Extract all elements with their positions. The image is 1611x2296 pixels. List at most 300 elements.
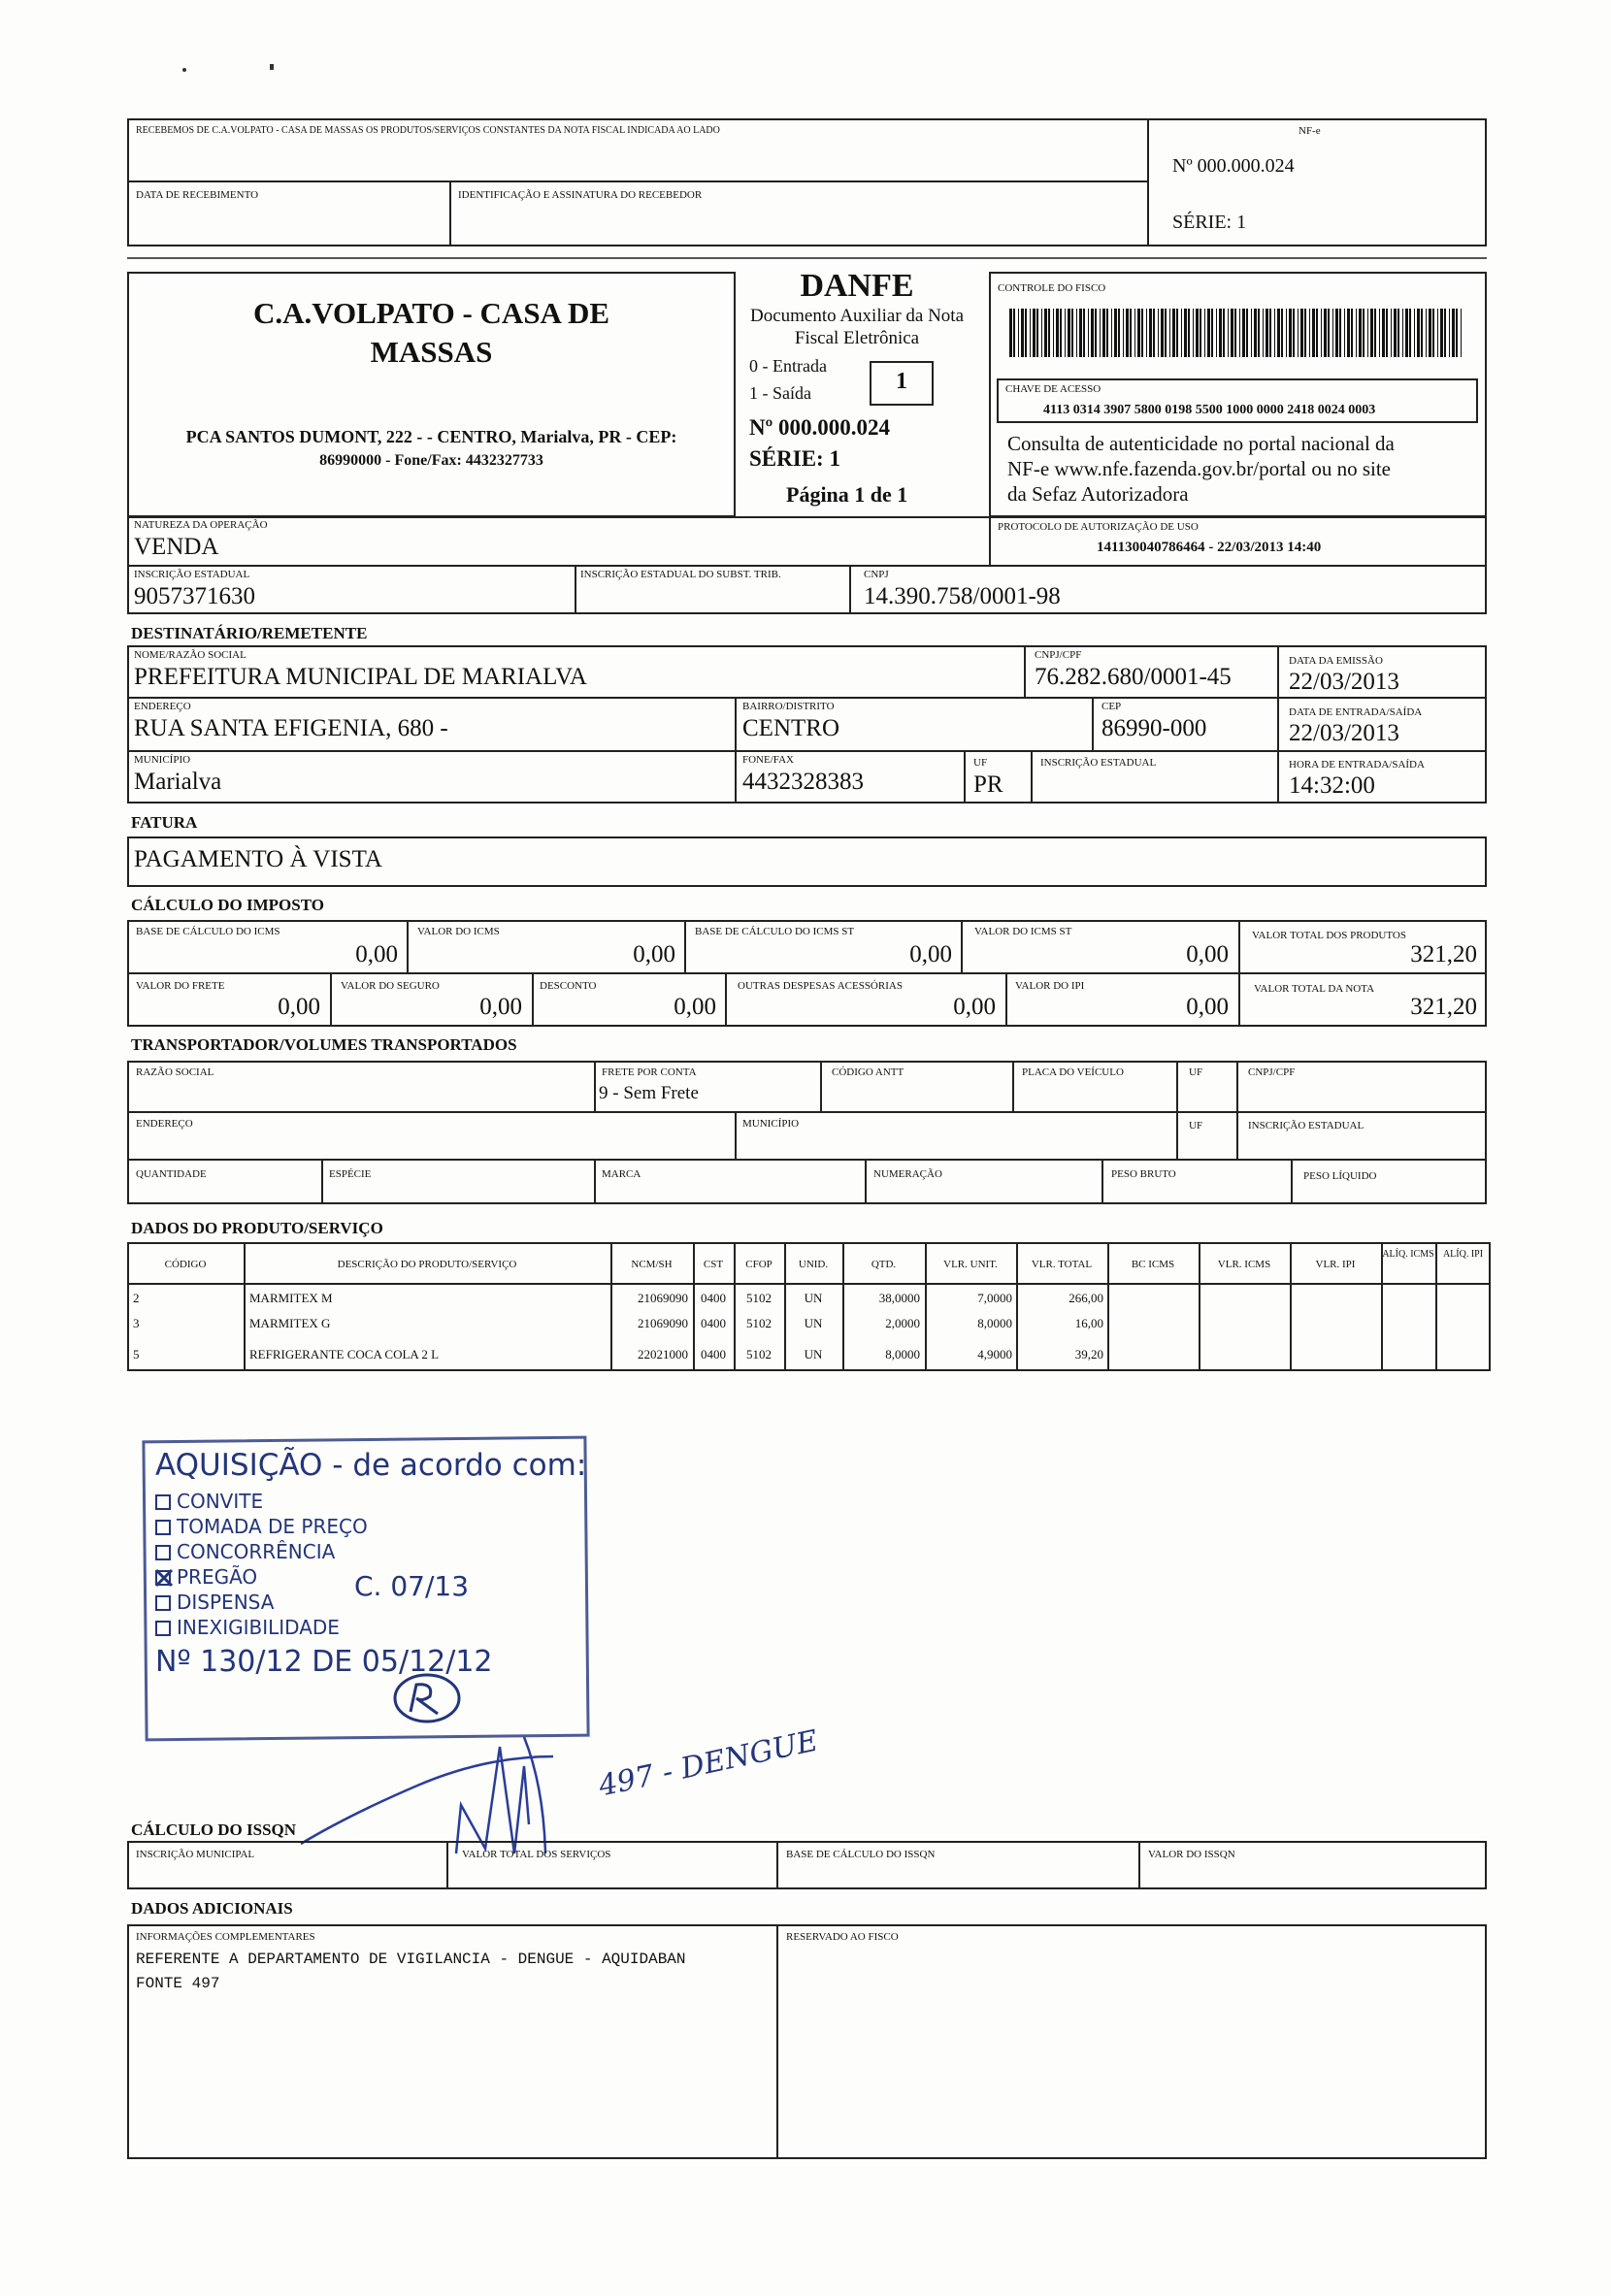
barcode-bar xyxy=(1141,309,1143,357)
barcode-bar xyxy=(1367,309,1368,357)
barcode-bar xyxy=(1258,309,1260,357)
divider xyxy=(820,1061,822,1111)
barcode-bar xyxy=(1461,309,1462,357)
barcode-bar xyxy=(1304,309,1306,357)
barcode-bar xyxy=(1114,309,1117,357)
barcode-bar xyxy=(1402,309,1403,357)
barcode-bar xyxy=(1289,309,1292,357)
table-row-ncm: 21069090 xyxy=(638,1316,688,1330)
total-prod-label: VALOR TOTAL DOS PRODUTOS xyxy=(1252,930,1406,941)
data-recebimento-label: DATA DE RECEBIMENTO xyxy=(136,189,259,201)
barcode-bar xyxy=(1149,309,1152,357)
barcode-bar xyxy=(1316,309,1318,357)
barcode-bar xyxy=(1332,309,1333,357)
bc-icms-label: BASE DE CÁLCULO DO ICMS xyxy=(136,926,280,937)
adicionais-title: DADOS ADICIONAIS xyxy=(131,1899,293,1918)
danfe-entrada: 0 - Entrada xyxy=(749,356,827,376)
dest-emissao-label: DATA DA EMISSÃO xyxy=(1289,655,1383,667)
barcode-bar xyxy=(1324,309,1327,357)
th-codigo: CÓDIGO xyxy=(164,1259,207,1270)
table-row-vlr-unit: 7,0000 xyxy=(977,1291,1012,1305)
divider xyxy=(127,750,1487,752)
barcode-bar xyxy=(1137,309,1140,357)
separator-line xyxy=(127,257,1487,259)
barcode-bar xyxy=(1397,309,1399,357)
stamp-dispensa-label: DISPENSA xyxy=(177,1591,275,1614)
danfe-sub-2: Fiscal Eletrônica xyxy=(794,328,920,348)
barcode-bar xyxy=(1056,309,1059,357)
transporte-title: TRANSPORTADOR/VOLUMES TRANSPORTADOS xyxy=(131,1035,517,1054)
barcode-bar xyxy=(1044,309,1047,357)
divider xyxy=(776,1924,778,2159)
barcode-bar xyxy=(1246,309,1248,357)
dest-endereco: RUA SANTA EFIGENIA, 680 - xyxy=(134,715,448,741)
barcode-bar xyxy=(1274,309,1275,357)
barcode-bar xyxy=(1091,309,1094,357)
table-column-divider xyxy=(1435,1242,1437,1371)
th-vlr-total: VLR. TOTAL xyxy=(1031,1259,1093,1270)
barcode-bar xyxy=(1409,309,1411,357)
barcode-bar xyxy=(1106,309,1108,357)
barcode-bar xyxy=(1437,309,1438,357)
divider xyxy=(449,180,451,246)
barcode-bar xyxy=(1102,309,1105,357)
transp-qtd-label: QUANTIDADE xyxy=(136,1168,207,1180)
barcode-bar xyxy=(1088,309,1089,357)
danfe-title: DANFE xyxy=(800,268,914,304)
dest-municipio: Marialva xyxy=(134,769,222,795)
barcode-bar xyxy=(1193,309,1194,357)
barcode-bar xyxy=(1426,309,1427,357)
barcode-bar xyxy=(1123,309,1124,357)
th-bc-icms: BC ICMS xyxy=(1131,1259,1175,1270)
emitente-endereco-2: 86990000 - Fone/Fax: 4432327733 xyxy=(319,452,543,469)
divider xyxy=(961,920,963,972)
canhoto-serie: SÉRIE: 1 xyxy=(1172,212,1247,233)
table-row-vlr-total: 266,00 xyxy=(1069,1291,1103,1305)
divider xyxy=(1176,1061,1178,1159)
dest-cep: 86990-000 xyxy=(1101,715,1207,741)
transp-peso-liquido-label: PESO LÍQUIDO xyxy=(1303,1170,1377,1182)
danfe-serie: SÉRIE: 1 xyxy=(749,446,840,471)
barcode-bar xyxy=(1263,309,1264,357)
table-row-codigo: 2 xyxy=(133,1291,140,1305)
barcode-bar xyxy=(1188,309,1190,357)
barcode-bar xyxy=(1312,309,1315,357)
issqn-vt-label: VALOR TOTAL DOS SERVIÇOS xyxy=(462,1849,611,1860)
transp-cnpj-label: CNPJ/CPF xyxy=(1248,1066,1296,1078)
issqn-v-label: VALOR DO ISSQN xyxy=(1148,1849,1235,1860)
dest-hora: 14:32:00 xyxy=(1289,772,1375,799)
table-row-ncm: 21069090 xyxy=(638,1291,688,1305)
rubrica-text: 497 - DENGUE xyxy=(595,1723,821,1804)
transp-ie-label: INSCRIÇÃO ESTADUAL xyxy=(1248,1120,1364,1132)
barcode-bar xyxy=(1335,309,1338,357)
divider xyxy=(1277,645,1279,804)
th-vlr-icms: VLR. ICMS xyxy=(1217,1259,1271,1270)
barcode-bar xyxy=(1036,309,1038,357)
barcode-bar xyxy=(1359,309,1362,357)
barcode-bar xyxy=(1417,309,1420,357)
stamp-c-num: C. 07/13 xyxy=(354,1570,470,1602)
th-aliq-icms: ALÍQ. ICMS xyxy=(1382,1249,1434,1260)
th-ncm: NCM/SH xyxy=(631,1259,673,1270)
divider xyxy=(849,565,851,614)
transp-uf2-label: UF xyxy=(1189,1120,1203,1132)
dest-bairro-label: BAIRRO/DISTRITO xyxy=(742,701,835,712)
stamp-dispensa xyxy=(155,1591,274,1614)
barcode-bar xyxy=(1053,309,1054,357)
transp-numeracao-label: NUMERAÇÃO xyxy=(873,1168,942,1180)
barcode-bar xyxy=(1351,309,1353,357)
table-row-qtd: 38,0000 xyxy=(878,1291,920,1305)
barcode-bar xyxy=(1269,309,1271,357)
barcode-bar xyxy=(1204,309,1205,357)
barcode-bar xyxy=(1363,309,1364,357)
info-label: INFORMAÇÕES COMPLEMENTARES xyxy=(136,1931,315,1943)
divider xyxy=(127,1159,1487,1161)
table-row-vlr-unit: 8,0000 xyxy=(977,1316,1012,1330)
ipi: 0,00 xyxy=(1186,994,1229,1020)
divider xyxy=(532,972,534,1027)
ie-valor: 9057371630 xyxy=(134,583,255,609)
desconto: 0,00 xyxy=(674,994,716,1020)
barcode-bar xyxy=(1219,309,1222,357)
barcode-bar xyxy=(1347,309,1350,357)
table-row-descricao: MARMITEX M xyxy=(249,1291,333,1305)
th-vlr-ipi: VLR. IPI xyxy=(1315,1259,1356,1270)
table-row-unid: UN xyxy=(804,1347,823,1361)
barcode-bar xyxy=(1223,309,1225,357)
table-row-ncm: 22021000 xyxy=(638,1347,688,1361)
barcode-bar xyxy=(1281,309,1283,357)
bc-st-label: BASE DE CÁLCULO DO ICMS ST xyxy=(695,926,855,937)
barcode-bar xyxy=(1242,309,1245,357)
transp-peso-bruto-label: PESO BRUTO xyxy=(1111,1168,1176,1180)
stamp-tomada xyxy=(155,1515,368,1538)
barcode-bar xyxy=(1079,309,1082,357)
th-aliq-ipi: ALÍQ. IPI xyxy=(1442,1249,1484,1260)
st: 0,00 xyxy=(1186,941,1229,968)
frete-label: VALOR DO FRETE xyxy=(136,980,225,992)
barcode-bar xyxy=(1118,309,1120,357)
canhoto-numero: Nº 000.000.024 xyxy=(1172,155,1295,177)
barcode-bar xyxy=(1298,309,1299,357)
danfe-sub-1: Documento Auxiliar da Nota xyxy=(749,306,965,326)
seguro: 0,00 xyxy=(479,994,522,1020)
total-nota: 321,20 xyxy=(1410,994,1477,1020)
ie-st-label: INSCRIÇÃO ESTADUAL DO SUBST. TRIB. xyxy=(580,569,781,580)
barcode-bar xyxy=(1254,309,1257,357)
divider xyxy=(1291,1159,1293,1204)
barcode-bar xyxy=(1200,309,1201,357)
divider xyxy=(1238,920,1240,1027)
stamp-pregao-label: PREGÃO xyxy=(177,1565,258,1589)
barcode-bar xyxy=(1041,309,1042,357)
divider xyxy=(1005,972,1007,1027)
danfe-saida: 1 - Saída xyxy=(749,383,811,403)
table-row-cfop: 5102 xyxy=(746,1291,772,1305)
emitente-nome-1: C.A.VOLPATO - CASA DE xyxy=(252,296,610,330)
table-row-vlr-unit: 4,9000 xyxy=(977,1347,1012,1361)
barcode-bar xyxy=(1126,309,1129,357)
scan-mark xyxy=(270,64,274,70)
dest-entrada-label: DATA DE ENTRADA/SAÍDA xyxy=(1289,706,1423,718)
barcode-bar xyxy=(1405,309,1408,357)
barcode-bar xyxy=(1184,309,1187,357)
nfe-label: NF-e xyxy=(1299,125,1321,137)
emitente-endereco-1: PCA SANTOS DUMONT, 222 - - CENTRO, Marialva, PR - CEP: xyxy=(185,427,677,446)
issqn-im-label: INSCRIÇÃO MUNICIPAL xyxy=(136,1849,255,1860)
divider xyxy=(594,1061,596,1111)
transp-frete: 9 - Sem Frete xyxy=(599,1083,699,1103)
table-row-cfop: 5102 xyxy=(746,1316,772,1330)
divider xyxy=(1012,1061,1014,1111)
dest-hora-label: HORA DE ENTRADA/SAÍDA xyxy=(1289,759,1425,771)
scan-mark xyxy=(182,68,186,72)
barcode-bar xyxy=(1211,309,1213,357)
ie-label: INSCRIÇÃO ESTADUAL xyxy=(134,569,250,580)
divider xyxy=(964,750,966,804)
table-row-qtd: 8,0000 xyxy=(885,1347,920,1361)
divider xyxy=(735,1111,737,1159)
barcode-bar xyxy=(1391,309,1392,357)
barcode-bar xyxy=(1100,309,1101,357)
divider xyxy=(446,1841,448,1889)
barcode-bar xyxy=(1234,309,1236,357)
dest-cep-label: CEP xyxy=(1101,701,1122,712)
imposto-title: CÁLCULO DO IMPOSTO xyxy=(131,896,324,914)
barcode-bar xyxy=(1277,309,1280,357)
barcode-bar xyxy=(1169,309,1170,357)
danfe-pagina: Página 1 de 1 xyxy=(786,482,908,507)
barcode-bar xyxy=(1048,309,1050,357)
checkbox-icon xyxy=(155,1494,171,1510)
chave-label: CHAVE DE ACESSO xyxy=(1005,383,1101,395)
dest-cnpj-label: CNPJ/CPF xyxy=(1035,649,1082,661)
issqn-bc-label: BASE DE CÁLCULO DO ISSQN xyxy=(786,1849,936,1860)
stamp-concorrencia xyxy=(155,1540,335,1563)
barcode-bar xyxy=(1134,309,1135,357)
th-vlr-unit: VLR. UNIT. xyxy=(943,1259,998,1270)
th-qtd: QTD. xyxy=(871,1259,897,1270)
barcode-bar xyxy=(1071,309,1073,357)
table-row-cst: 0400 xyxy=(701,1316,726,1330)
barcode-bar xyxy=(1207,309,1210,357)
protocolo-label: PROTOCOLO DE AUTORIZAÇÃO DE USO xyxy=(998,521,1199,533)
barcode-bar xyxy=(1440,309,1443,357)
icms-label: VALOR DO ICMS xyxy=(417,926,500,937)
frete: 0,00 xyxy=(278,994,320,1020)
divider xyxy=(127,565,1487,567)
barcode-bar xyxy=(1161,309,1164,357)
seguro-label: VALOR DO SEGURO xyxy=(341,980,440,992)
barcode xyxy=(1009,309,1465,357)
barcode-bar xyxy=(1146,309,1147,357)
divider xyxy=(865,1159,867,1204)
barcode-bar xyxy=(1095,309,1097,357)
dest-emissao: 22/03/2013 xyxy=(1289,669,1399,695)
total-prod: 321,20 xyxy=(1410,941,1477,968)
consulta-2: NF-e www.nfe.fazenda.gov.br/portal ou no site xyxy=(1007,457,1391,480)
barcode-bar xyxy=(1228,309,1229,357)
dest-uf-label: UF xyxy=(973,757,988,769)
divider xyxy=(594,1159,596,1204)
divider xyxy=(684,920,686,972)
barcode-bar xyxy=(1231,309,1233,357)
ipi-label: VALOR DO IPI xyxy=(1015,980,1085,992)
table-header-divider xyxy=(127,1283,1491,1285)
total-nota-label: VALOR TOTAL DA NOTA xyxy=(1254,983,1375,995)
barcode-bar xyxy=(1394,309,1397,357)
divider xyxy=(989,516,991,565)
protocolo-valor: 141130040786464 - 22/03/2013 14:40 xyxy=(1097,540,1322,555)
barcode-bar xyxy=(1386,309,1388,357)
dest-ie-label: INSCRIÇÃO ESTADUAL xyxy=(1040,757,1157,769)
transp-municipio-label: MUNICÍPIO xyxy=(742,1118,800,1130)
barcode-bar xyxy=(1111,309,1112,357)
divider xyxy=(575,565,576,614)
dest-nome: PREFEITURA MUNICIPAL DE MARIALVA xyxy=(134,664,587,690)
barcode-bar xyxy=(1158,309,1159,357)
divider xyxy=(127,180,1148,182)
divider xyxy=(776,1841,778,1889)
barcode-bar xyxy=(1379,309,1380,357)
transporte-box xyxy=(127,1061,1487,1204)
controle-fisco-label: CONTROLE DO FISCO xyxy=(998,282,1106,294)
barcode-bar xyxy=(1196,309,1199,357)
identificacao-label: IDENTIFICAÇÃO E ASSINATURA DO RECEBEDOR xyxy=(458,189,703,201)
table-row-vlr-total: 39,20 xyxy=(1074,1347,1103,1361)
outras-label: OUTRAS DESPESAS ACESSÓRIAS xyxy=(738,980,903,992)
divider xyxy=(735,697,737,804)
table-row-unid: UN xyxy=(804,1291,823,1305)
barcode-bar xyxy=(1013,309,1015,357)
divider xyxy=(1101,1159,1103,1204)
consulta-1: Consulta de autenticidade no portal nacional da xyxy=(1007,432,1395,455)
checkbox-icon xyxy=(155,1621,171,1636)
desconto-label: DESCONTO xyxy=(540,980,597,992)
divider xyxy=(1147,118,1149,246)
transp-antt-label: CÓDIGO ANTT xyxy=(832,1066,904,1078)
table-row-cst: 0400 xyxy=(701,1291,726,1305)
barcode-bar xyxy=(1025,309,1027,357)
divider xyxy=(127,1111,1487,1113)
produtos-title: DADOS DO PRODUTO/SERVIÇO xyxy=(131,1219,383,1237)
stamp-tomada-label: TOMADA DE PREÇO xyxy=(177,1515,368,1538)
table-column-divider xyxy=(1381,1242,1383,1371)
danfe-tipo: 1 xyxy=(896,369,907,394)
barcode-bar xyxy=(1065,309,1066,357)
barcode-bar xyxy=(1286,309,1287,357)
fatura-valor: PAGAMENTO À VISTA xyxy=(134,846,382,872)
barcode-bar xyxy=(1130,309,1132,357)
transp-frete-label: FRETE POR CONTA xyxy=(602,1066,697,1078)
danfe-numero: Nº 000.000.024 xyxy=(749,415,890,440)
dest-bairro: CENTRO xyxy=(742,715,839,741)
barcode-bar xyxy=(1300,309,1303,357)
barcode-bar xyxy=(1181,309,1182,357)
barcode-bar xyxy=(1018,309,1019,357)
barcode-bar xyxy=(1444,309,1446,357)
divider xyxy=(1024,645,1026,697)
transp-uf-label: UF xyxy=(1189,1066,1203,1078)
icms: 0,00 xyxy=(633,941,675,968)
stamp-inexig-label: INEXIGIBILIDADE xyxy=(177,1616,340,1639)
table-row-codigo: 5 xyxy=(133,1347,140,1361)
barcode-bar xyxy=(1165,309,1167,357)
dest-municipio-label: MUNICÍPIO xyxy=(134,754,191,766)
st-label: VALOR DO ICMS ST xyxy=(974,926,1072,937)
divider xyxy=(1236,1061,1238,1159)
barcode-bar xyxy=(1030,309,1031,357)
table-row-descricao: REFRIGERANTE COCA COLA 2 L xyxy=(249,1347,440,1361)
barcode-bar xyxy=(1370,309,1373,357)
barcode-bar xyxy=(1153,309,1155,357)
barcode-bar xyxy=(1033,309,1036,357)
bc-st: 0,00 xyxy=(909,941,952,968)
issqn-title: CÁLCULO DO ISSQN xyxy=(131,1820,297,1839)
barcode-bar xyxy=(1083,309,1085,357)
natureza-valor: VENDA xyxy=(134,534,219,560)
dest-endereco-label: ENDEREÇO xyxy=(134,701,191,712)
table-row-cfop: 5102 xyxy=(746,1347,772,1361)
transp-especie-label: ESPÉCIE xyxy=(329,1168,372,1180)
dest-entrada: 22/03/2013 xyxy=(1289,720,1399,746)
barcode-bar xyxy=(1452,309,1455,357)
barcode-bar xyxy=(1456,309,1458,357)
barcode-bar xyxy=(1176,309,1178,357)
canhoto xyxy=(127,118,1487,246)
cnpj-label: CNPJ xyxy=(864,569,889,580)
barcode-bar xyxy=(1449,309,1450,357)
barcode-bar xyxy=(1076,309,1077,357)
checkbox-icon xyxy=(155,1595,171,1611)
th-cfop: CFOP xyxy=(745,1259,773,1270)
stamp-convite xyxy=(155,1490,263,1513)
transp-razao-label: RAZÃO SOCIAL xyxy=(136,1066,214,1078)
fatura-title: FATURA xyxy=(131,813,198,832)
reservado-label: RESERVADO AO FISCO xyxy=(786,1931,899,1943)
barcode-bar xyxy=(1293,309,1295,357)
barcode-bar xyxy=(1172,309,1175,357)
checkbox-icon xyxy=(155,1520,171,1535)
transp-placa-label: PLACA DO VEÍCULO xyxy=(1022,1066,1124,1078)
outras: 0,00 xyxy=(953,994,996,1020)
transp-endereco-label: ENDEREÇO xyxy=(136,1118,193,1130)
dest-nome-label: NOME/RAZÃO SOCIAL xyxy=(134,649,247,661)
barcode-bar xyxy=(1421,309,1423,357)
table-row-cst: 0400 xyxy=(701,1347,726,1361)
barcode-bar xyxy=(1009,309,1012,357)
divider xyxy=(127,697,1487,699)
barcode-bar xyxy=(1328,309,1330,357)
dest-cnpj: 76.282.680/0001-45 xyxy=(1035,664,1232,690)
barcode-bar xyxy=(1266,309,1268,357)
th-unid: UNID. xyxy=(798,1259,829,1270)
table-row-codigo: 3 xyxy=(133,1316,140,1330)
barcode-bar xyxy=(1216,309,1217,357)
barcode-bar xyxy=(1374,309,1376,357)
divider xyxy=(321,1159,323,1204)
th-cst: CST xyxy=(703,1259,724,1270)
consulta-3: da Sefaz Autorizadora xyxy=(1007,482,1189,506)
barcode-bar xyxy=(1429,309,1431,357)
barcode-bar xyxy=(1382,309,1385,357)
destinatario-title: DESTINATÁRIO/REMETENTE xyxy=(131,624,368,642)
stamp-concorrencia-label: CONCORRÊNCIA xyxy=(177,1540,336,1563)
stamp-pregao xyxy=(155,1565,257,1589)
